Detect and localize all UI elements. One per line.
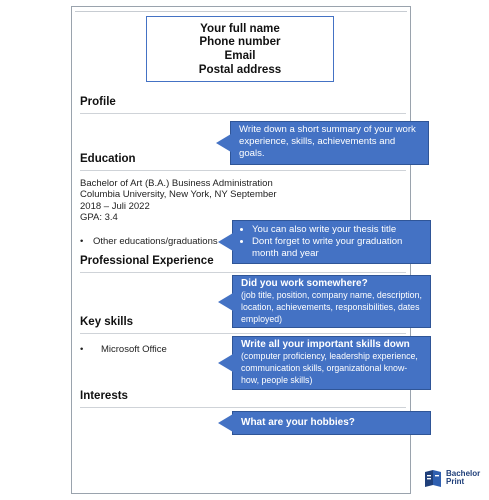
section-divider xyxy=(80,113,406,114)
section-title-education: Education xyxy=(80,153,136,165)
logo-text xyxy=(446,470,480,487)
logo-line: Print xyxy=(446,477,465,486)
study-dates: 2018 – Juli 2022 xyxy=(80,200,150,212)
callout-heading: Write all your important skills down xyxy=(241,339,410,350)
gpa: GPA: 3.4 xyxy=(80,212,118,224)
section-title-experience: Professional Experience xyxy=(80,255,214,267)
section-title-profile: Profile xyxy=(80,96,116,108)
bullet: • xyxy=(80,236,84,247)
section-divider xyxy=(80,407,406,408)
callout-text: Write down a short summary of your work experience, skills, achievements and goals. xyxy=(239,124,416,159)
phone-number: Phone number xyxy=(199,35,281,49)
callout-bullet: • Dont forget to write your graduation month and year xyxy=(252,236,422,260)
section-title-interests: Interests xyxy=(80,390,128,402)
section-divider xyxy=(80,272,406,273)
section-title-skills: Key skills xyxy=(80,316,134,328)
list-item xyxy=(80,344,167,355)
callout-heading: Did you work somewhere? xyxy=(241,278,368,289)
callout-text: (job title, position, company name, description, location, achievements, responsibilities, dates employed) xyxy=(241,290,422,324)
bachelorprint-logo xyxy=(423,466,483,490)
university: Columbia University, New York, NY September xyxy=(80,189,277,201)
callout-experience xyxy=(232,275,431,328)
callout-list xyxy=(241,224,422,259)
book-icon xyxy=(423,468,443,488)
skill-item: Microsoft Office xyxy=(100,344,167,355)
callout-text: (computer proficiency, leadership experience, communication skills, organizational know-how, people skills) xyxy=(241,351,418,385)
full-name: Your full name xyxy=(200,21,280,35)
degree: Bachelor of Art (B.A.) Business Administration xyxy=(80,178,273,189)
section-divider xyxy=(80,333,406,334)
callout-interests xyxy=(232,411,431,435)
callout-bullet: • You can also write your thesis title xyxy=(252,224,422,236)
page-top-rule xyxy=(75,11,407,12)
contact-box xyxy=(146,16,334,82)
callout-profile xyxy=(230,121,429,165)
list-item xyxy=(80,236,218,247)
callout-text: What are your hobbies? xyxy=(241,417,355,428)
email: Email xyxy=(224,49,256,62)
callout-education xyxy=(232,220,431,264)
logo-line: Bachelor xyxy=(446,468,481,478)
education-details xyxy=(80,178,277,224)
section-divider xyxy=(80,170,406,171)
callout-skills xyxy=(232,336,431,390)
bullet: • xyxy=(80,344,84,355)
postal-address: Postal address xyxy=(198,62,282,76)
other-educations: Other educations/graduations xyxy=(92,236,218,247)
